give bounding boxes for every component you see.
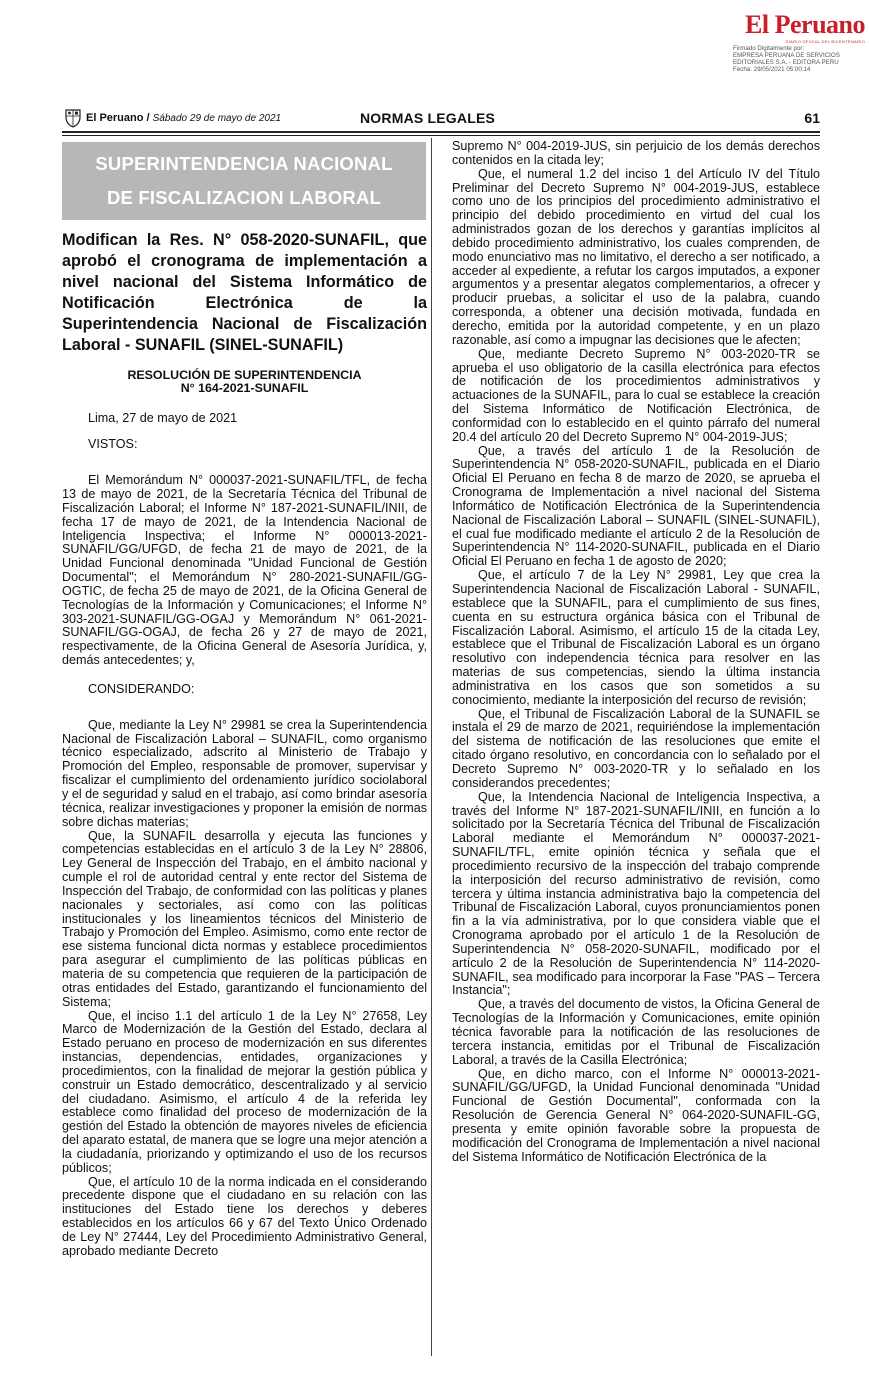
- body-paragraph: Que, a través del artículo 1 de la Resolución de Superintendencia N° 058-2020-SUNAFIL, publicada en el Diario Oficial El Peruano en fecha 8 de marzo de 2020, se aprueba el Cronograma de Implementación a nivel nacional del Sistema Informático de Notificación Electrónica de la Superintendencia Nacional de Fiscalización Laboral – SUNAFIL (SINEL-SUNAFIL), el cual fue modificado mediante el artículo 2 de la Resolución de Superintendencia N° 114-2020-SUNAFIL, publicada en el Diario Oficial El Peruano en fecha 1 de agosto de 2020;: [452, 443, 820, 569]
- right-column: [452, 140, 820, 1164]
- signature-line: EMPRESA PERUANA DE SERVICIOS: [733, 52, 840, 59]
- considerando-heading: CONSIDERANDO:: [88, 681, 195, 696]
- signature-line: Firmado Digitalmente por:: [733, 45, 805, 52]
- header-separator: /: [143, 112, 153, 124]
- body-paragraph: Que, la Intendencia Nacional de Inteligencia Inspectiva, a través del Informe N° 187-2021-SUNAFIL/INII, en función a lo solicitado por la Secretaría Técnica del Tribunal de Fiscalización Laboral mediante el Memorándum N° 000037-2021-SUNAFIL/TFL, emite opinión técnica y señala que el procedimiento recursivo de la inspección del trabajo comprende la interposición del recurso administrativo de revisión, como tercera y última instancia administrativa bajo la competencia del Tribunal de Fiscalización Laboral, cuyos pronunciamientos ponen fin a la vía administrativa, por lo que considera viable que el Cronograma aprobado por el artículo 1 de la Resolución de Superintendencia N° 058-2020-SUNAFIL, modificado por el artículo 2 de la Resolución de Superintendencia N° 114-2020-SUNAFIL, sea modificado para incorporar la Fase "PAS – Tercera Instancia";: [452, 789, 820, 998]
- body-paragraph: Que, a través del documento de vistos, la Oficina General de Tecnologías de la Información y Comunicaciones, emite opinión técnica favorable para la notificación de las resoluciones de tercera instancia, emitidas por el Tribunal de Fiscalización Laboral, a través de la Casilla Electrónica;: [452, 997, 820, 1067]
- digital-signature: [733, 45, 863, 73]
- body-paragraph: Que, mediante Decreto Supremo N° 003-2020-TR se aprueba el uso obligatorio de la casilla electrónica para efectos de notificación de los procedimientos administrativos y actuaciones de la SUNAFIL, para lo cual se establece la creación del Sistema Informático de Notificación Electrónica, de conformidad con lo establecido en el quinto párrafo del numeral 20.4 del artículo 20 del Decreto Supremo N° 004-2019-JUS;: [452, 346, 820, 444]
- resolution-number: [62, 369, 427, 395]
- banner-line: SUPERINTENDENCIA NACIONAL: [95, 153, 393, 174]
- header-paper-date: [86, 112, 281, 124]
- signature-line: EDITORIALES S.A. - EDITORA PERU: [733, 59, 839, 66]
- body-paragraph: Que, el inciso 1.1 del artículo 1 de la Ley N° 27658, Ley Marco de Modernización de la Gestión del Estado, declara al Estado peruano en proceso de modernización en sus diferentes instancias, dependencias, entidades, organizaciones y procedimientos, con la finalidad de mejorar la gestión pública y construir un Estado democrático, descentralizado y al servicio del ciudadano. Asimismo, el artículo 4 de la referida ley establece como finalidad del proceso de modernización de la gestión del Estado la obtención de mayores niveles de eficiencia del aparato estatal, de manera que se logre una mejor atención a la ciudadanía, priorizando y optimizando el uso de los recursos públicos;: [62, 1008, 427, 1175]
- section-title: NORMAS LEGALES: [360, 110, 496, 126]
- column-divider: [431, 138, 432, 1356]
- body-paragraph: Supremo N° 004-2019-JUS, sin perjuicio de los demás derechos contenidos en la citada ley;: [452, 139, 820, 167]
- signature-line: Fecha: 29/05/2021 05:00:14: [733, 66, 811, 73]
- el-peruano-logo: [700, 12, 865, 44]
- header-rule: [62, 131, 820, 133]
- header-rule-thin: [62, 135, 820, 136]
- logo-text: El Peruano: [745, 10, 865, 39]
- banner-line: DE FISCALIZACION LABORAL: [106, 187, 382, 208]
- logo-tagline: DIARIO OFICIAL DEL BICENTENARIO: [785, 39, 865, 44]
- coat-of-arms-icon: [64, 108, 82, 133]
- body-paragraph: Que, la SUNAFIL desarrolla y ejecuta las funciones y competencias establecidas en el artículo 3 de la Ley N° 28806, Ley General de Inspección del Trabajo, en el ámbito nacional y cumple el rol de autoridad central y ente rector del Sistema de Inspección del Trabajo, de conformidad con las políticas y planes nacionales y sectoriales, así como con las políticas institucionales y los lineamientos técnicos del Ministerio de Trabajo y Promoción del Empleo. Asimismo, como ente rector de ese sistema funcional dicta normas y establece procedimientos para asegurar el cumplimiento de las políticas públicas en materia de su competencia que requieren de la participación de otras entidades del Estado, garantizando el funcionamiento del Sistema;: [62, 828, 427, 1009]
- resolution-number-line: RESOLUCIÓN DE SUPERINTENDENCIA: [127, 368, 362, 383]
- vistos-paragraph: El Memorándum N° 000037-2021-SUNAFIL/TFL, de fecha 13 de mayo de 2021, de la Secretaría Técnica del Tribunal de Fiscalización Laboral; el Informe N° 187-2021-SUNAFIL/INII, de fecha 17 de mayo de 2021, de la Intendencia Nacional de Inteligencia Inspectiva; el Informe N° 000013-2021-SUNAFIL/GG/UFGD, de fecha 21 de mayo de 2021, de la Unidad Funcional denominada "Unidad Funcional de Gestión Documental"; el Memorándum N° 280-2021-SUNAFIL/GG-OGTIC, de fecha 25 de mayo de 2021, de la Oficina General de Tecnologías de la Información y Comunicaciones; el Informe N° 303-2021-SUNAFIL/GG-OGAJ y Memorándum N° 061-2021-SUNAFIL/GG-OGAJ, de fecha 26 y 27 de mayo de 2021, respectivamente, de la Oficina General de Asesoría Jurídica, y, demás antecedentes; y,: [62, 473, 427, 668]
- body-paragraph: Que, el artículo 10 de la norma indicada en el considerando precedente dispone que el ciudadano en su relación con las instituciones del Estado tiene los derechos y deberes establecidos en los artículos 66 y 67 del Texto Único Ordenado de Ley N° 27444, Ley del Procedimiento Administrativo General, aprobado mediante Decreto: [62, 1174, 427, 1258]
- header-date: Sábado 29 de mayo de 2021: [152, 113, 282, 124]
- vistos-heading: VISTOS:: [88, 437, 138, 452]
- body-paragraph: Que, el artículo 7 de la Ley N° 29981, Ley que crea la Superintendencia Nacional de Fiscalización Laboral - SUNAFIL, establece que la SUNAFIL, para el cumplimiento de sus fines, cuenta en su estructura orgánica básica con el Tribunal de Fiscalización Laboral. Asimismo, el artículo 15 de la citada Ley, establece que el Tribunal de Fiscalización Laboral es un órgano resolutivo con independencia técnica para resolver en las materias de sus competencias, siendo la última instancia administrativa en los casos que son sometidos a su conocimiento, mediante la interposición del recurso de revisión;: [452, 568, 820, 707]
- resolution-title: Modifican la Res. N° 058-2020-SUNAFIL, que aprobó el cronograma de implementación a nivel nacional del Sistema Informático de Notificación Electrónica de la Superintendencia Nacional de Fiscalización Laboral - SUNAFIL (SINEL-SUNAFIL): [62, 231, 427, 354]
- institution-banner: [62, 142, 426, 220]
- body-paragraph: Que, el numeral 1.2 del inciso 1 del Artículo IV del Título Preliminar del Decreto Supremo N° 004-2019-JUS, establece como uno de los principios del procedimiento administrativo el principio del debido procedimiento en virtud del cual los administrados gozan de los derechos y garantías implícitos al debido procedimiento administrativo, los cuales comprenden, de modo enunciativo mas no limitativo, el derecho a ser notificado, a acceder al expediente, a refutar los cargos imputados, a exponer argumentos y a presentar alegatos complementarios, a ofrecer y producir pruebas, a solicitar el uso de la palabra, cuando corresponda, a obtener una decisión motivada, fundada en derecho, emitida por la autoridad competente, y en un plazo razonable, así como a impugnar las decisiones que le afecten;: [452, 166, 820, 347]
- left-column: [62, 142, 427, 1259]
- body-paragraph: Que, el Tribunal de Fiscalización Laboral de la SUNAFIL se instala el 29 de marzo de 2021, requiriéndose la implementación del sistema de notificación de las resoluciones que emite el citado órgano resolutivo, en concordancia con lo señalado por el Decreto Supremo N° 003-2020-TR y lo señalado en los considerandos precedentes;: [452, 706, 820, 790]
- resolution-number-line: N° 164-2021-SUNAFIL: [180, 381, 309, 396]
- page-number: 61: [804, 110, 820, 126]
- page-header: [62, 108, 820, 130]
- place-date: Lima, 27 de mayo de 2021: [88, 411, 238, 426]
- header-paper: El Peruano: [86, 112, 144, 124]
- body-paragraph: Que, en dicho marco, con el Informe N° 000013-2021-SUNAFIL/GG/UFGD, la Unidad Funcional denominada "Unidad Funcional de Gestión Documental", conformada con la Resolución de Gerencia General N° 064-2020-SUNAFIL-GG, presenta y emite opinión favorable sobre la propuesta de modificación del Cronograma de Implementación a nivel nacional del Sistema Informático de Notificación Electrónica de la: [452, 1066, 820, 1164]
- body-paragraph: Que, mediante la Ley N° 29981 se crea la Superintendencia Nacional de Fiscalización Laboral – SUNAFIL, como organismo técnico especializado, adscrito al Ministerio de Trabajo y Promoción del Empleo, responsable de promover, supervisar y fiscalizar el cumplimiento del ordenamiento jurídico sociolaboral y el de seguridad y salud en el trabajo, así como brindar asesoría técnica, realizar investigaciones y proponer la emisión de normas sobre dichas materias;: [62, 717, 427, 829]
